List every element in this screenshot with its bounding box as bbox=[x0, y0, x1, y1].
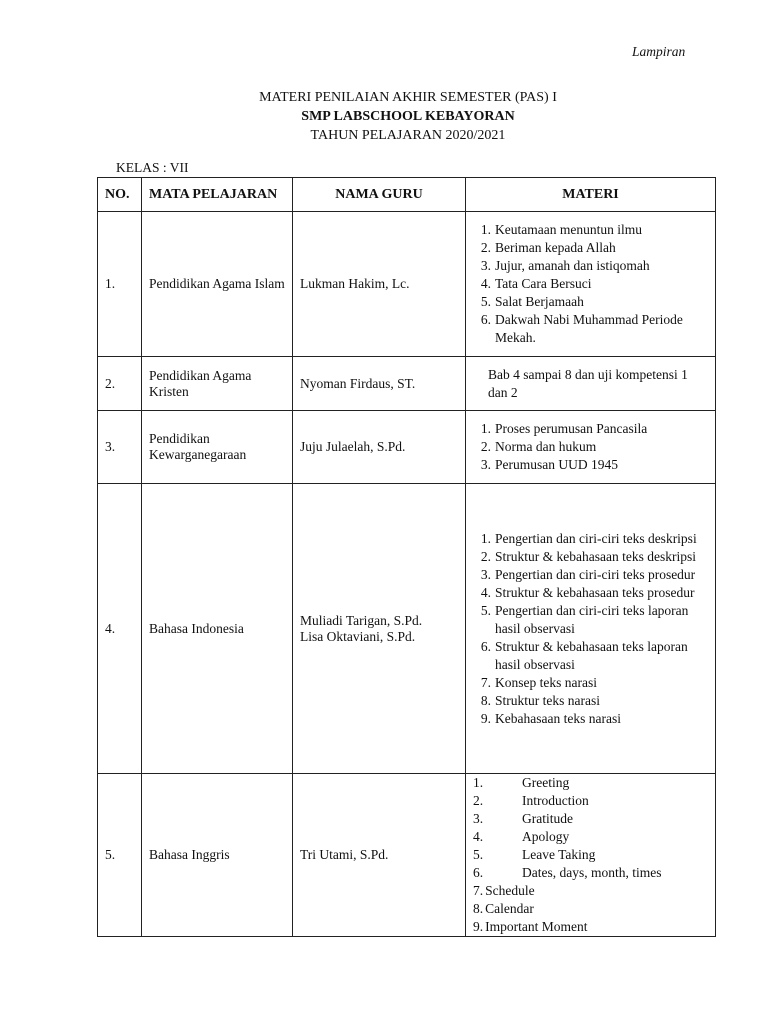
list-item: 2. Introduction bbox=[473, 793, 589, 808]
material-list bbox=[473, 221, 708, 347]
table-header-row bbox=[98, 178, 716, 212]
list-item: 1. Proses perumusan Pancasila bbox=[480, 421, 648, 436]
material-list bbox=[473, 420, 708, 474]
table-row bbox=[98, 484, 716, 774]
document-title-block bbox=[0, 88, 768, 145]
list-item: 1. Greeting bbox=[473, 775, 570, 790]
list-item: 3. Jujur, amanah dan istiqomah bbox=[480, 258, 650, 273]
list-item: 6. Dates, days, month, times bbox=[473, 865, 662, 880]
teacher-name: Lukman Hakim, Lc. bbox=[293, 212, 466, 357]
list-item: 2. Norma dan hukum bbox=[480, 439, 597, 454]
document-title: MATERI PENILAIAN AKHIR SEMESTER (PAS) I bbox=[259, 90, 557, 105]
list-item: 2. Struktur & kebahasaan teks deskripsi bbox=[480, 548, 696, 564]
subject-name: Bahasa Indonesia bbox=[142, 484, 293, 774]
header-material: MATERI bbox=[466, 178, 716, 212]
list-item: 5. Salat Berjamaah bbox=[480, 294, 584, 309]
list-item: 6. Dakwah Nabi Muhammad Periode Mekah. bbox=[480, 312, 683, 345]
table-row bbox=[98, 357, 716, 411]
list-item: 3. Pengertian dan ciri-ciri teks prosedur bbox=[480, 566, 696, 582]
list-item: 8. Calendar bbox=[473, 901, 534, 916]
material-cell bbox=[466, 357, 716, 411]
row-number: 1. bbox=[98, 212, 142, 357]
list-item: 1. Pengertian dan ciri-ciri teks deskripsi bbox=[480, 530, 697, 546]
header-no: NO. bbox=[98, 178, 142, 212]
material-list bbox=[473, 774, 708, 936]
list-item: 9. Kebahasaan teks narasi bbox=[480, 710, 621, 726]
list-item: 9. Important Moment bbox=[473, 919, 588, 934]
list-item: 7. Schedule bbox=[473, 883, 535, 898]
row-number: 4. bbox=[98, 484, 142, 774]
row-number: 3. bbox=[98, 411, 142, 484]
list-item: 1. Keutamaan menuntun ilmu bbox=[480, 222, 642, 237]
list-item: 5. Pengertian dan ciri-ciri teks laporan hasil observasi bbox=[480, 602, 689, 636]
row-number: 2. bbox=[98, 357, 142, 411]
teacher-name-1: Muliadi Tarigan, S.Pd. bbox=[300, 612, 423, 628]
list-item: 4. Apology bbox=[473, 829, 570, 844]
header-teacher: NAMA GURU bbox=[293, 178, 466, 212]
table-row bbox=[98, 411, 716, 484]
list-item: 2. Beriman kepada Allah bbox=[480, 240, 616, 255]
list-item: 3. Gratitude bbox=[473, 811, 573, 826]
table-row bbox=[98, 212, 716, 357]
teacher-name: Tri Utami, S.Pd. bbox=[293, 774, 466, 937]
subject-name: Bahasa Inggris bbox=[142, 774, 293, 937]
list-item: 4. Tata Cara Bersuci bbox=[480, 276, 592, 291]
table-row bbox=[98, 774, 716, 937]
academic-year: TAHUN PELAJARAN 2020/2021 bbox=[310, 128, 506, 143]
list-item: 4. Struktur & kebahasaan teks prosedur bbox=[480, 584, 695, 600]
subject-name: Pendidikan Kewarganegaraan bbox=[142, 411, 293, 484]
teacher-name-2: Lisa Oktaviani, S.Pd. bbox=[300, 628, 416, 644]
attachment-label: Lampiran bbox=[632, 44, 686, 59]
exam-material-table bbox=[97, 177, 716, 937]
material-cell bbox=[466, 484, 716, 774]
material-text: Bab 4 sampai 8 dan uji kompetensi 1 dan 2 bbox=[488, 366, 688, 400]
row-number: 5. bbox=[98, 774, 142, 937]
list-item: 7. Konsep teks narasi bbox=[480, 674, 597, 690]
material-list bbox=[473, 530, 708, 728]
list-item: 6. Struktur & kebahasaan teks laporan hasil observasi bbox=[480, 638, 688, 672]
subject-name: Pendidikan Agama Kristen bbox=[142, 357, 293, 411]
teacher-name bbox=[293, 484, 466, 774]
school-name: SMP LABSCHOOL KEBAYORAN bbox=[301, 109, 515, 124]
class-label: KELAS : VII bbox=[116, 160, 189, 175]
list-item: 5. Leave Taking bbox=[473, 847, 596, 862]
list-item: 8. Struktur teks narasi bbox=[480, 692, 600, 708]
teacher-name: Nyoman Firdaus, ST. bbox=[293, 357, 466, 411]
subject-name: Pendidikan Agama Islam bbox=[142, 212, 293, 357]
material-cell bbox=[466, 774, 716, 937]
teacher-name: Juju Julaelah, S.Pd. bbox=[293, 411, 466, 484]
header-subject: MATA PELAJARAN bbox=[142, 178, 293, 212]
list-item: 3. Perumusan UUD 1945 bbox=[480, 457, 618, 472]
material-cell bbox=[466, 411, 716, 484]
material-cell bbox=[466, 212, 716, 357]
